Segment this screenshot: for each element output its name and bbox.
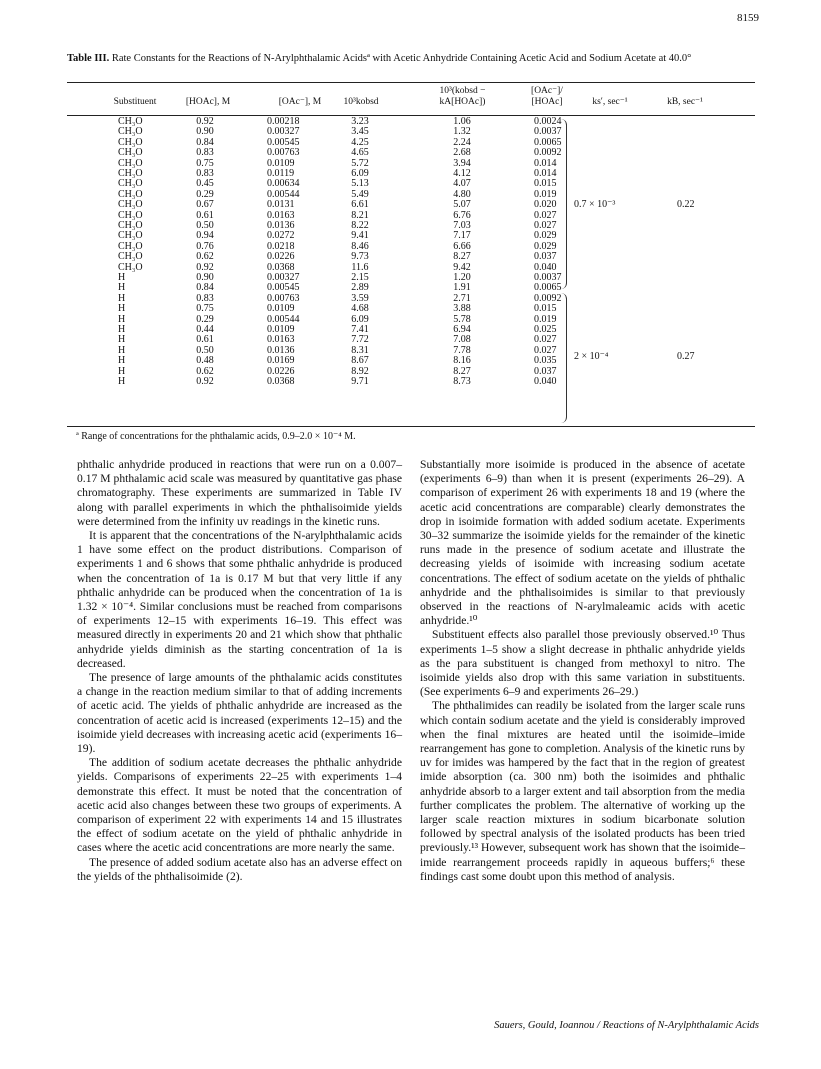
- cell-hoac: 0.75: [196, 157, 214, 169]
- cell-kobs: 3.45: [351, 126, 369, 138]
- cell-ratio: 0.040: [534, 261, 557, 273]
- cell-ratio: 0.029: [534, 230, 557, 242]
- cell-substituent: H: [118, 282, 126, 294]
- cell-substituent: H: [118, 324, 126, 335]
- paragraph: phthalic anhydride produced in reactions that were run on a 0.007–0.17 M phthalamic acid scale was measured by quantitative gas phase chromatography. These experiments are summarized in Table IV along with parallel experiments in which the phthalisoimide yields were determined from the infinity uv readings in the kinetic runs.: [77, 458, 402, 528]
- group-ks-hydrogen: 2 × 10⁻⁴: [574, 351, 609, 362]
- cell-kobs: 7.41: [351, 324, 369, 335]
- cell-substituent: CH₃O: [118, 209, 143, 221]
- cell-diff: 2.68: [453, 147, 471, 159]
- cell-oac: 0.00218: [267, 116, 300, 127]
- cell-substituent: CH₃O: [118, 261, 143, 273]
- cell-ratio: 0.029: [534, 240, 557, 252]
- cell-kobs: 4.25: [351, 136, 369, 148]
- cell-diff: 4.07: [453, 178, 471, 190]
- cell-kobs: 9.71: [351, 376, 369, 387]
- cell-ratio: 0.0092: [534, 147, 562, 159]
- cell-kobs: 11.6: [351, 261, 369, 273]
- cell-diff: 5.78: [453, 313, 471, 325]
- cell-oac: 0.0109: [267, 303, 295, 315]
- cell-kobs: 8.92: [351, 365, 369, 377]
- table-footnote: ª Range of concentrations for the phthalamic acids, 0.9–2.0 × 10⁻⁴ M.: [76, 431, 356, 442]
- cell-substituent: H: [118, 272, 126, 283]
- cell-ratio: 0.0065: [534, 282, 562, 294]
- cell-substituent: CH₃O: [118, 168, 143, 179]
- cell-hoac: 0.92: [196, 261, 214, 273]
- cell-oac: 0.00545: [267, 136, 300, 148]
- cell-ratio: 0.019: [534, 313, 557, 325]
- cell-hoac: 0.83: [196, 147, 214, 159]
- body-column-right: [420, 458, 745, 884]
- cell-diff: 8.73: [453, 376, 471, 387]
- cell-substituent: CH₃O: [118, 126, 143, 138]
- cell-hoac: 0.84: [196, 136, 214, 148]
- cell-diff: 9.42: [453, 261, 471, 273]
- cell-hoac: 0.61: [196, 334, 214, 346]
- cell-hoac: 0.92: [196, 376, 214, 387]
- cell-oac: 0.00544: [267, 188, 300, 200]
- cell-diff: 7.08: [453, 334, 471, 346]
- cell-ratio: 0.015: [534, 303, 557, 315]
- cell-oac: 0.0163: [267, 209, 295, 221]
- cell-kobs: 2.15: [351, 272, 369, 283]
- cell-hoac: 0.83: [196, 292, 214, 304]
- cell-oac: 0.00763: [267, 147, 300, 159]
- cell-ratio: 0.014: [534, 157, 557, 169]
- cell-diff: 6.76: [453, 209, 471, 221]
- cell-hoac: 0.83: [196, 168, 214, 179]
- cell-kobs: 6.61: [351, 199, 369, 211]
- cell-substituent: H: [118, 292, 126, 304]
- cell-hoac: 0.50: [196, 344, 214, 356]
- cell-hoac: 0.61: [196, 209, 214, 221]
- cell-ratio: 0.027: [534, 334, 557, 346]
- cell-kobs: 3.59: [351, 292, 369, 304]
- cell-kobs: 3.23: [351, 116, 369, 127]
- cell-substituent: H: [118, 344, 126, 356]
- cell-oac: 0.0368: [267, 376, 295, 387]
- cell-oac: 0.0109: [267, 324, 295, 335]
- cell-substituent: H: [118, 313, 126, 325]
- cell-diff: 6.66: [453, 240, 471, 252]
- cell-hoac: 0.94: [196, 230, 214, 242]
- cell-diff: 7.17: [453, 230, 471, 242]
- cell-substituent: CH₃O: [118, 199, 143, 211]
- cell-hoac: 0.44: [196, 324, 214, 335]
- table-top-rule: [67, 82, 755, 83]
- cell-oac: 0.0226: [267, 251, 295, 263]
- cell-hoac: 0.29: [196, 313, 214, 325]
- group-ks-methoxy: 0.7 × 10⁻³: [574, 199, 616, 210]
- cell-kobs: 4.68: [351, 303, 369, 315]
- cell-oac: 0.0218: [267, 240, 295, 252]
- cell-ratio: 0.0065: [534, 136, 562, 148]
- paragraph: It is apparent that the concentrations of the N-arylphthalamic acids 1 have some effect on the product distributions. Comparison of experiments 1 and 6 shows that some phthalic anhydride is produced when the concentration of 1a is 0.17 M but that very little if any phthalic anhydride can be produced when the concentration of 1a is 1.32 × 10⁻⁴. Similar conclusions must be reached from comparisons of experiments 12–15 with experiments 16–19. This effect was measured directly in experiments 20 and 21 which show that phthalic anhydride yields diminish as the starting concentration of 1a is decreased.: [77, 529, 402, 670]
- header-diff-line2: kA[HOAc]): [439, 97, 486, 107]
- cell-diff: 8.27: [453, 365, 471, 377]
- cell-hoac: 0.62: [196, 251, 214, 263]
- cell-kobs: 8.67: [351, 355, 369, 367]
- cell-diff: 5.07: [453, 199, 471, 211]
- table-bottom-rule: [67, 426, 755, 427]
- cell-kobs: 5.49: [351, 188, 369, 200]
- cell-kobs: 8.46: [351, 240, 369, 252]
- cell-kobs: 8.31: [351, 344, 369, 356]
- cell-substituent: CH₃O: [118, 178, 143, 190]
- paragraph: The phthalimides can readily be isolated from the larger scale runs which contain sodium acetate and the yield is considerably improved when the final mixtures are heated until the isoimide–imide rearrangement has gone to completion. Analysis of the kinetic runs by uv for imides was hampered by the fact that in the region of greatest imide absorption (ca. 300 nm) both the isoimides and phthalic anhydride absorb to a larger extent and tail absorption from the media further complicates the problem. The alternative of working up the larger scale reaction mixtures in sodium bicarbonate solution followed by spectral analysis of the isolated products has been tried previously.¹³ However, subsequent work has shown that the isoimide–imide rearrangement proceeds rapidly in aqueous buffers;⁶ these findings cast some doubt upon this method of analysis.: [420, 699, 745, 883]
- cell-kobs: 9.41: [351, 230, 369, 242]
- running-footer: Sauers, Gould, Ioannou / Reactions of N-Arylphthalamic Acids: [494, 1020, 759, 1031]
- cell-oac: 0.0272: [267, 230, 295, 242]
- cell-diff: 2.24: [453, 136, 471, 148]
- cell-substituent: H: [118, 303, 126, 315]
- cell-substituent: CH₃O: [118, 116, 143, 127]
- paragraph: The addition of sodium acetate decreases the phthalic anhydride yields. Comparisons of experiments 22–25 with experiments 1–4 demonstrate this effect. It must be noted that the concentration of acetic acid also changes between these two groups of experiments. A comparison of experiment 22 with experiments 14 and 15 illustrates the effect of sodium acetate on the yield of phthalic anhydride in cases where the acetic acid concentrations are more nearly the same.: [77, 756, 402, 855]
- cell-kobs: 8.22: [351, 220, 369, 231]
- group-brace-methoxy: [560, 119, 567, 289]
- cell-ratio: 0.020: [534, 199, 557, 211]
- cell-hoac: 0.90: [196, 126, 214, 138]
- header-ratio: [522, 86, 572, 108]
- cell-hoac: 0.84: [196, 282, 214, 294]
- header-diff-line1: 10³(kobsd −: [439, 86, 486, 96]
- cell-substituent: H: [118, 376, 126, 387]
- header-kb: kB, sec⁻¹: [667, 97, 703, 107]
- cell-oac: 0.0163: [267, 334, 295, 346]
- cell-diff: 1.06: [453, 116, 471, 127]
- cell-substituent: H: [118, 355, 126, 367]
- header-ratio-line2: [HOAc]: [531, 97, 563, 107]
- cell-hoac: 0.92: [196, 116, 214, 127]
- header-kobs: 10³kobsd: [343, 97, 379, 107]
- cell-substituent: CH₃O: [118, 240, 143, 252]
- cell-hoac: 0.50: [196, 220, 214, 231]
- cell-hoac: 0.62: [196, 365, 214, 377]
- cell-diff: 6.94: [453, 324, 471, 335]
- cell-substituent: H: [118, 334, 126, 346]
- cell-diff: 1.20: [453, 272, 471, 283]
- cell-hoac: 0.67: [196, 199, 214, 211]
- cell-oac: 0.0136: [267, 220, 295, 231]
- cell-ratio: 0.035: [534, 355, 557, 367]
- cell-substituent: H: [118, 365, 126, 377]
- cell-kobs: 5.13: [351, 178, 369, 190]
- cell-oac: 0.00763: [267, 292, 300, 304]
- cell-substituent: CH₃O: [118, 188, 143, 200]
- cell-kobs: 5.72: [351, 157, 369, 169]
- cell-diff: 2.71: [453, 292, 471, 304]
- cell-ratio: 0.025: [534, 324, 557, 335]
- paragraph: The presence of large amounts of the phthalamic acids constitutes a change in the reaction medium similar to that of adding increments of acetic acid. The yields of phthalic anhydride are increased as the concentration of acetic acid is increased (experiments 12–15) and the isoimide yield decreases with increasing acetic acid (experiments 16–19).: [77, 671, 402, 756]
- header-hoac: [HOAc], M: [185, 97, 231, 107]
- paragraph: Substituent effects also parallel those previously observed.¹⁰ Thus experiments 1–5 show a slight decrease in phthalic anhydride yields as the para substituent is changed from methoxyl to nitro. The isoimide yields also drop with this same variation in substituents. (See experiments 6–9 and experiments 26–29.): [420, 628, 745, 699]
- cell-diff: 8.16: [453, 355, 471, 367]
- cell-hoac: 0.75: [196, 303, 214, 315]
- cell-diff: 4.12: [453, 168, 471, 179]
- cell-kobs: 4.65: [351, 147, 369, 159]
- cell-hoac: 0.29: [196, 188, 214, 200]
- cell-oac: 0.00545: [267, 282, 300, 294]
- cell-diff: 3.88: [453, 303, 471, 315]
- cell-diff: 7.03: [453, 220, 471, 231]
- header-ratio-line1: [OAc⁻]/: [531, 86, 563, 96]
- group-brace-hydrogen: [560, 293, 567, 423]
- cell-substituent: CH₃O: [118, 251, 143, 263]
- cell-ratio: 0.0092: [534, 292, 562, 304]
- cell-hoac: 0.76: [196, 240, 214, 252]
- cell-ratio: 0.027: [534, 220, 557, 231]
- cell-ratio: 0.0037: [534, 272, 562, 283]
- header-oac: [OAc⁻], M: [278, 97, 322, 107]
- paragraph: Substantially more isoimide is produced in the absence of acetate (experiments 6–9) than when it is present (experiments 26–29). A comparison of experiment 26 with experiments 18 and 19 (where the acetic acid concentrations are comparable) clearly demonstrates the drop in isoimide formation with added sodium acetate. Experiments 30–32 summarize the isoimide yields for the remainder of the kinetic runs made in the presence of sodium acetate and illustrate the decreasing yields of isoimide with increasing sodium acetate concentrations. The effect of sodium acetate on the yields of phthalic anhydride and the phthalisoimides is similar to that previously observed in the reactions of N-arylmaleamic acids with acetic anhydride.¹⁰: [420, 458, 745, 628]
- header-ks: ks′, sec⁻¹: [592, 97, 628, 107]
- group-kb-hydrogen: 0.27: [677, 351, 695, 362]
- cell-oac: 0.00327: [267, 272, 300, 283]
- cell-diff: 1.91: [453, 282, 471, 294]
- cell-hoac: 0.90: [196, 272, 214, 283]
- cell-diff: 8.27: [453, 251, 471, 263]
- cell-diff: 4.80: [453, 188, 471, 200]
- cell-kobs: 9.73: [351, 251, 369, 263]
- cell-oac: 0.00327: [267, 126, 300, 138]
- table-header: [0, 86, 821, 116]
- table-row: [0, 377, 821, 387]
- cell-ratio: 0.0037: [534, 126, 562, 138]
- cell-diff: 1.32: [453, 126, 471, 138]
- cell-hoac: 0.48: [196, 355, 214, 367]
- cell-oac: 0.00634: [267, 178, 300, 190]
- cell-substituent: CH₃O: [118, 230, 143, 242]
- cell-oac: 0.0131: [267, 199, 295, 211]
- cell-substituent: CH₃O: [118, 220, 143, 231]
- cell-ratio: 0.019: [534, 188, 557, 200]
- table-caption: [67, 52, 757, 65]
- cell-substituent: CH₃O: [118, 147, 143, 159]
- cell-oac: 0.0368: [267, 261, 295, 273]
- table-label: Table III.: [67, 53, 110, 64]
- cell-kobs: 7.72: [351, 334, 369, 346]
- header-diff: [420, 86, 505, 108]
- cell-ratio: 0.037: [534, 251, 557, 263]
- cell-ratio: 0.040: [534, 376, 557, 387]
- cell-oac: 0.0169: [267, 355, 295, 367]
- cell-ratio: 0.027: [534, 344, 557, 356]
- group-kb-methoxy: 0.22: [677, 199, 695, 210]
- cell-kobs: 2.89: [351, 282, 369, 294]
- page-number: 8159: [737, 12, 759, 24]
- cell-oac: 0.0109: [267, 157, 295, 169]
- table-caption-text: Rate Constants for the Reactions of N-Arylphthalamic Acidsª with Acetic Anhydride Containing Acetic Acid and Sodium Acetate at 40.0°: [111, 53, 692, 64]
- cell-substituent: CH₃O: [118, 157, 143, 169]
- cell-hoac: 0.45: [196, 178, 214, 190]
- cell-ratio: 0.015: [534, 178, 557, 190]
- cell-oac: 0.0119: [267, 168, 295, 179]
- cell-ratio: 0.0024: [534, 116, 562, 127]
- cell-ratio: 0.014: [534, 168, 557, 179]
- cell-ratio: 0.027: [534, 209, 557, 221]
- header-substituent: Substituent: [113, 97, 157, 107]
- cell-oac: 0.00544: [267, 313, 300, 325]
- cell-ratio: 0.037: [534, 365, 557, 377]
- cell-kobs: 6.09: [351, 313, 369, 325]
- paragraph: The presence of added sodium acetate also has an adverse effect on the yields of the phthalisoimide (2).: [77, 855, 402, 883]
- cell-kobs: 8.21: [351, 209, 369, 221]
- cell-diff: 3.94: [453, 157, 471, 169]
- cell-oac: 0.0226: [267, 365, 295, 377]
- cell-oac: 0.0136: [267, 344, 295, 356]
- cell-kobs: 6.09: [351, 168, 369, 179]
- table-header-rule: [67, 115, 755, 116]
- cell-diff: 7.78: [453, 344, 471, 356]
- body-column-left: [77, 458, 402, 884]
- cell-substituent: CH₃O: [118, 136, 143, 148]
